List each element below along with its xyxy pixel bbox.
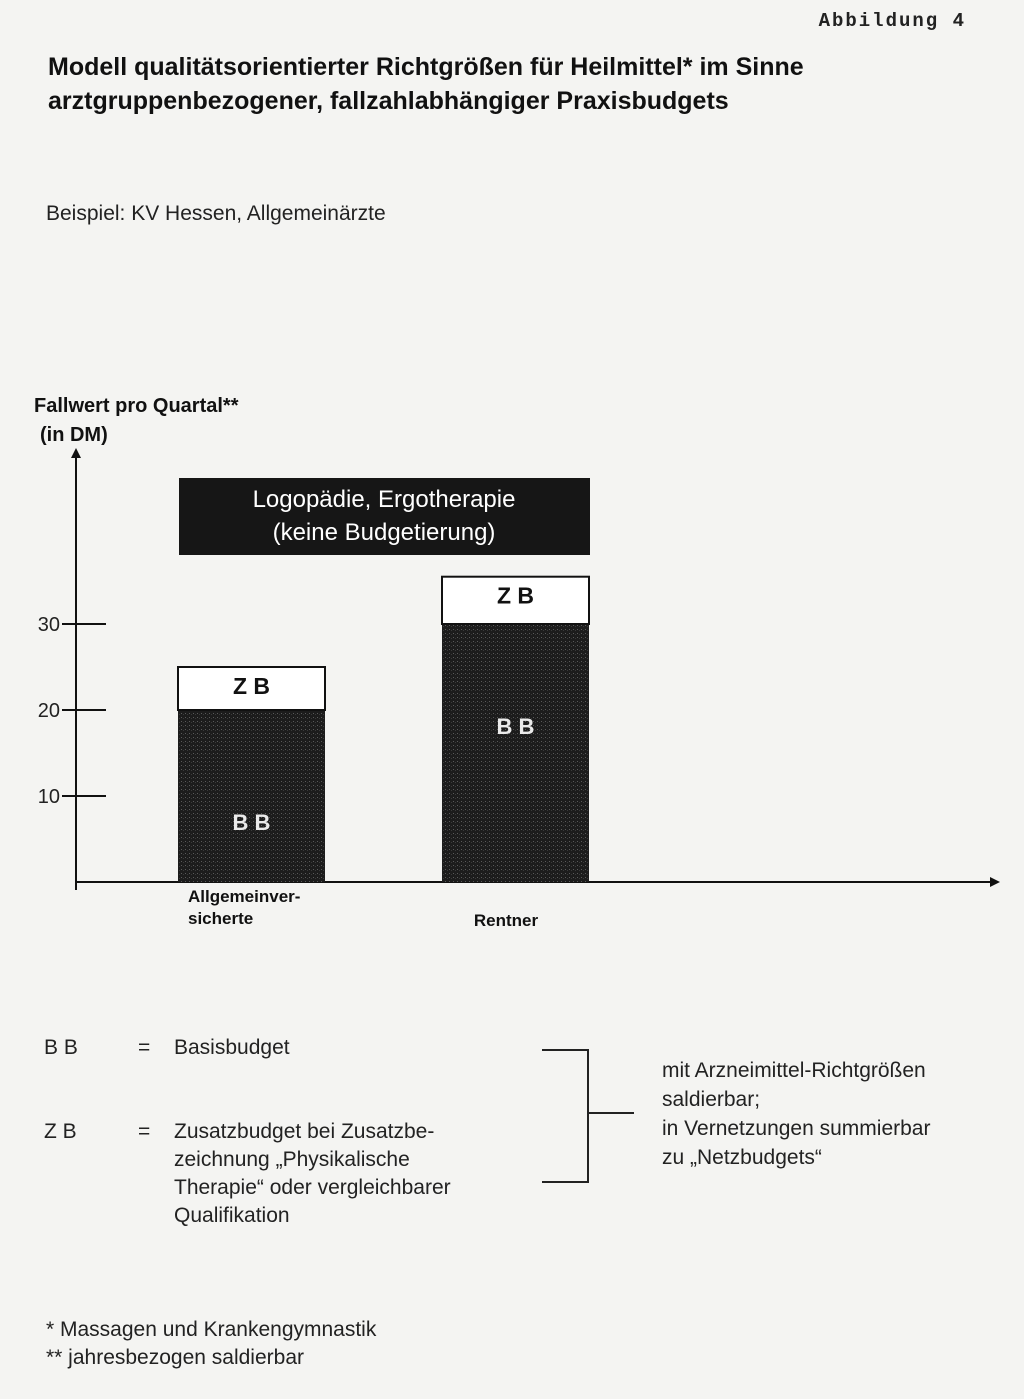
- footnote-1: * Massagen und Krankengymnastik: [46, 1318, 377, 1341]
- footnotes: [46, 1316, 376, 1372]
- x-label-line-1: Allgemeinver-: [188, 887, 301, 906]
- y-axis-label-line-1: Fallwert pro Quartal**: [34, 395, 239, 417]
- legend-equals: =: [138, 1120, 151, 1143]
- bar-label-bb: B B: [232, 810, 271, 835]
- side-note-line-3: in Vernetzungen summierbar: [662, 1117, 931, 1140]
- budget-chart: [0, 380, 1024, 940]
- y-axis-label-line-2: (in DM): [40, 424, 108, 446]
- title-line-2: arztgruppenbezogener, fallzahlabhängiger Praxisbudgets: [48, 87, 729, 115]
- legend-key: B B: [44, 1036, 78, 1059]
- legend-equals: =: [138, 1036, 151, 1059]
- legend-description-line: Basisbudget: [174, 1036, 290, 1059]
- y-axis-arrow: [71, 448, 81, 458]
- bar-label-zb: Z B: [496, 582, 535, 609]
- title-line-1: Modell qualitätsorientierter Richtgrößen für Heilmittel* im Sinne: [48, 53, 804, 81]
- bar-segment-bb: [178, 710, 325, 882]
- side-note-line-2: saldierbar;: [662, 1088, 761, 1111]
- y-tick-label: 20: [37, 700, 60, 722]
- bar-label-zb: Z B: [232, 673, 271, 699]
- bars: [178, 577, 589, 882]
- logopaedie-box: [179, 478, 590, 555]
- y-tick-label: 10: [37, 786, 60, 808]
- legend-description-line: zeichnung „Physikalische: [174, 1148, 410, 1171]
- x-axis-arrow: [990, 877, 1000, 887]
- logopaedie-box-line-1: Logopädie, Ergotherapie: [252, 486, 516, 513]
- y-tick-label: 30: [37, 614, 60, 636]
- legend-description-line: Therapie“ oder vergleichbarer: [174, 1176, 451, 1199]
- bar-segment-bb: [442, 624, 589, 882]
- legend-description-line: Qualifikation: [174, 1204, 290, 1227]
- legend: [44, 1036, 451, 1227]
- x-labels: [188, 887, 538, 930]
- side-note-line-4: zu „Netzbudgets“: [662, 1146, 822, 1169]
- legend-key: Z B: [44, 1120, 77, 1143]
- side-note: [662, 1056, 1002, 1172]
- logopaedie-box-line-2: (keine Budgetierung): [272, 519, 496, 546]
- x-label-line-2: sicherte: [188, 909, 254, 928]
- footnote-2: ** jahresbezogen saldierbar: [46, 1346, 304, 1369]
- example-subtitle: Beispiel: KV Hessen, Allgemeinärzte: [46, 202, 386, 225]
- side-note-line-1: mit Arzneimittel-Richtgrößen: [662, 1059, 926, 1082]
- figure-label: Abbildung 4: [818, 10, 966, 32]
- page-title: [48, 50, 978, 118]
- legend-description-line: Zusatzbudget bei Zusatzbe-: [174, 1120, 435, 1143]
- legend-bracket: [542, 1050, 588, 1182]
- x-label-line-1: Rentner: [473, 911, 539, 930]
- bar-label-bb: B B: [496, 714, 535, 739]
- y-ticks: [38, 614, 106, 808]
